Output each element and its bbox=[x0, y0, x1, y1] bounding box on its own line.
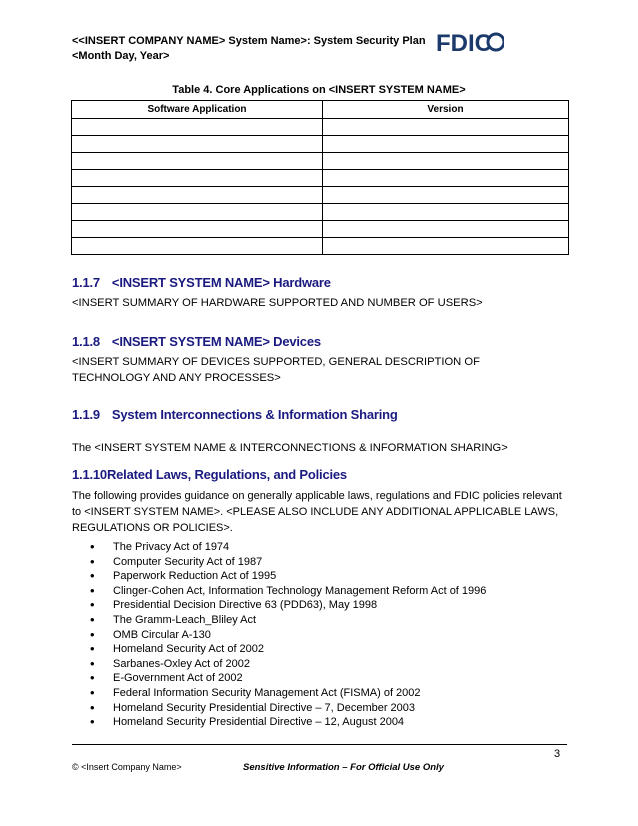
table-row bbox=[72, 221, 569, 238]
fdic-logo-text: FDIC bbox=[436, 30, 492, 54]
table-row bbox=[72, 170, 569, 187]
section-number: 1.1.8 bbox=[72, 334, 100, 349]
section-title: System Interconnections & Information Sharing bbox=[111, 407, 398, 422]
table-cell bbox=[323, 170, 569, 187]
page-number: 3 bbox=[554, 748, 561, 760]
table-row bbox=[72, 238, 569, 255]
section-heading-devices bbox=[72, 334, 321, 349]
list-item bbox=[72, 628, 486, 643]
core-applications-table bbox=[71, 100, 569, 255]
section-title: <INSERT SYSTEM NAME> Devices bbox=[111, 334, 321, 349]
table-cell bbox=[323, 136, 569, 153]
section-heading-laws bbox=[72, 467, 347, 482]
bullet-icon: • bbox=[90, 597, 95, 613]
bullet-icon: • bbox=[90, 568, 95, 584]
fdic-logo bbox=[436, 30, 504, 54]
table-cell bbox=[323, 238, 569, 255]
table-cell bbox=[72, 187, 323, 204]
bullet-icon: • bbox=[90, 539, 95, 554]
table-header-row bbox=[72, 101, 569, 119]
list-item bbox=[72, 642, 486, 657]
section-text-laws: The following provides guidance on generally applicable laws, regulations and FDIC policies relevant to <INSERT SYSTEM NAME>. <PLEASE ALSO INCLUDE ANY ADDITIONAL APPLICABLE LAWS, REGULATIONS OR POLICIES>. bbox=[72, 490, 562, 534]
table-cell bbox=[323, 204, 569, 221]
column-header-software: Software Application bbox=[72, 101, 323, 119]
table-cell bbox=[72, 238, 323, 255]
section-number: 1.1.7 bbox=[72, 275, 100, 290]
list-item bbox=[72, 584, 486, 599]
table-cell bbox=[72, 136, 323, 153]
list-item bbox=[72, 540, 486, 555]
bullet-icon: • bbox=[90, 699, 95, 715]
table-row bbox=[72, 187, 569, 204]
list-item-text: Homeland Security Presidential Directive – 7, December 2003 bbox=[113, 701, 416, 714]
list-item bbox=[72, 555, 486, 570]
list-item bbox=[72, 671, 486, 686]
bullet-icon: • bbox=[90, 626, 95, 642]
bullet-icon: • bbox=[90, 655, 95, 671]
footer-divider bbox=[72, 744, 567, 745]
table-cell bbox=[323, 119, 569, 136]
bullet-icon: • bbox=[90, 582, 95, 598]
list-item bbox=[72, 686, 486, 701]
list-item-text: Presidential Decision Directive 63 (PDD63), May 1998 bbox=[113, 599, 378, 612]
section-title: Related Laws, Regulations, and Policies bbox=[106, 467, 347, 482]
list-item-text: Homeland Security Presidential Directive – 12, August 2004 bbox=[113, 716, 405, 729]
table-row bbox=[72, 153, 569, 170]
list-item-text: The Privacy Act of 1974 bbox=[113, 541, 230, 553]
table-cell bbox=[72, 153, 323, 170]
bullet-icon: • bbox=[90, 641, 95, 657]
bullet-icon: • bbox=[90, 670, 95, 686]
section-heading-hardware bbox=[72, 275, 331, 290]
list-item bbox=[72, 657, 486, 672]
list-item-text: Paperwork Reduction Act of 1995 bbox=[113, 570, 277, 583]
table-cell bbox=[323, 153, 569, 170]
footer-classification: Sensitive Information – For Official Use Only bbox=[243, 762, 444, 773]
laws-list bbox=[72, 540, 486, 730]
table-cell bbox=[72, 204, 323, 221]
list-item bbox=[72, 613, 486, 628]
list-item bbox=[72, 715, 486, 730]
bullet-icon: • bbox=[90, 684, 95, 700]
header-title: <<INSERT COMPANY NAME> System Name>: System Security Plan bbox=[72, 35, 426, 47]
list-item bbox=[72, 569, 486, 584]
table-cell bbox=[72, 221, 323, 238]
table-caption: Table 4. Core Applications on <INSERT SYSTEM NAME> bbox=[172, 84, 466, 96]
table-cell bbox=[72, 119, 323, 136]
header-date: <Month Day, Year> bbox=[72, 50, 170, 62]
section-heading-interconnections bbox=[72, 407, 398, 422]
list-item-text: OMB Circular A-130 bbox=[113, 628, 211, 641]
table-cell bbox=[72, 170, 323, 187]
list-item-text: Computer Security Act of 1987 bbox=[113, 555, 263, 568]
table-row bbox=[72, 136, 569, 153]
section-number: 1.1.9 bbox=[72, 407, 100, 422]
bullet-icon: • bbox=[90, 714, 95, 730]
list-item-text: The Gramm-Leach_Bliley Act bbox=[113, 613, 257, 626]
section-title: <INSERT SYSTEM NAME> Hardware bbox=[111, 275, 331, 290]
section-number: 1.1.10 bbox=[72, 467, 107, 482]
bullet-icon: • bbox=[90, 553, 95, 569]
table-row bbox=[72, 119, 569, 136]
list-item-text: Homeland Security Act of 2002 bbox=[113, 643, 265, 656]
table-cell bbox=[323, 221, 569, 238]
list-item bbox=[72, 701, 486, 716]
list-item-text: Federal Information Security Management Act (FISMA) of 2002 bbox=[113, 686, 421, 699]
list-item bbox=[72, 598, 486, 613]
section-text-devices: <INSERT SUMMARY OF DEVICES SUPPORTED, GENERAL DESCRIPTION OF TECHNOLOGY AND ANY PROCESSES> bbox=[72, 356, 480, 384]
list-item-text: Sarbanes-Oxley Act of 2002 bbox=[113, 657, 250, 670]
table-row bbox=[72, 204, 569, 221]
footer-copyright: © <Insert Company Name> bbox=[72, 762, 182, 772]
list-item-text: Clinger-Cohen Act, Information Technology Management Reform Act of 1996 bbox=[113, 584, 487, 597]
list-item-text: E-Government Act of 2002 bbox=[113, 672, 243, 685]
bullet-icon: • bbox=[90, 611, 95, 627]
section-text-interconnections: The <INSERT SYSTEM NAME & INTERCONNECTIONS & INFORMATION SHARING> bbox=[72, 442, 508, 454]
section-text-hardware: <INSERT SUMMARY OF HARDWARE SUPPORTED AND NUMBER OF USERS> bbox=[72, 297, 483, 309]
column-header-version: Version bbox=[323, 101, 569, 119]
table-cell bbox=[323, 187, 569, 204]
